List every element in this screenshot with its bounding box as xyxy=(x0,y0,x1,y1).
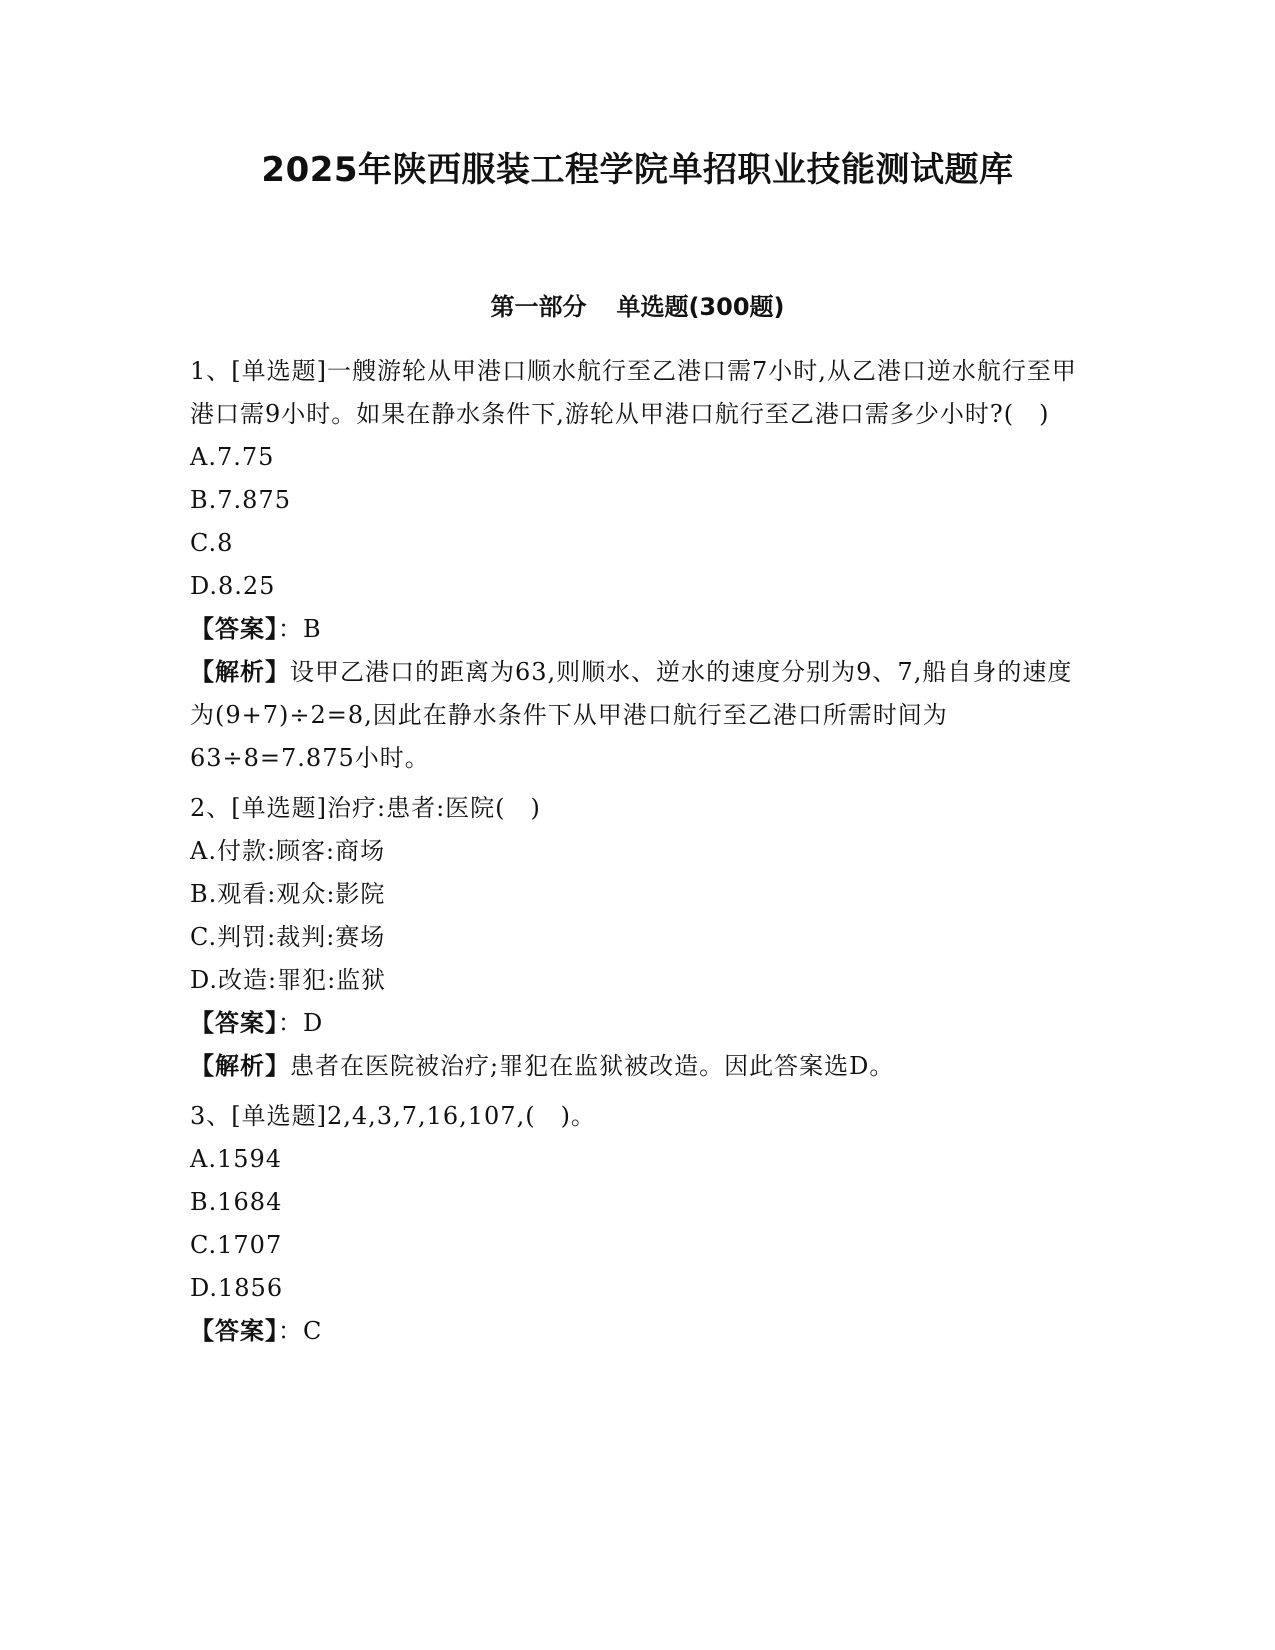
option-a: A.付款:顾客:商场 xyxy=(190,837,386,865)
answer-label: 【答案】 xyxy=(190,615,278,643)
option-c: C.1707 xyxy=(190,1231,283,1259)
option-c: C.8 xyxy=(190,529,234,557)
question-number: 2、 xyxy=(190,794,232,822)
option-b: B.1684 xyxy=(190,1188,283,1216)
option-a: A.7.75 xyxy=(190,443,275,471)
question-2 xyxy=(190,787,1080,1088)
answer-label: 【答案】 xyxy=(190,1009,278,1037)
question-text: [单选题]治疗:患者:医院( ) xyxy=(231,794,541,822)
option-b: B.观看:观众:影院 xyxy=(190,880,386,908)
question-stem xyxy=(190,1095,1080,1138)
analysis-text: 患者在医院被治疗;罪犯在监狱被改造。因此答案选D。 xyxy=(290,1052,895,1080)
option-a: A.1594 xyxy=(190,1145,283,1173)
document-title: 2025年陕西服装工程学院单招职业技能测试题库 xyxy=(261,150,1014,190)
answer-line xyxy=(190,608,1080,651)
analysis-line xyxy=(190,651,1080,780)
question-text: [单选题]一艘游轮从甲港口顺水航行至乙港口需7小时,从乙港口逆水航行至甲港口需9小时。如果在静水条件下,游轮从甲港口航行至乙港口需多少小时?( ) xyxy=(190,357,1077,428)
answer-separator: ： xyxy=(278,615,303,643)
option-c: C.判罚:裁判:赛场 xyxy=(190,923,386,951)
option-d: D.1856 xyxy=(190,1274,284,1302)
question-text: [单选题]2,4,3,7,16,107,( )。 xyxy=(231,1102,596,1130)
answer-separator: ： xyxy=(278,1317,303,1345)
question-list xyxy=(190,350,1080,1360)
question-number: 1、 xyxy=(190,357,232,385)
question-stem xyxy=(190,787,1080,830)
analysis-line xyxy=(190,1045,1080,1088)
section-part: 第一部分 xyxy=(490,293,587,321)
section-name: 单选题(300题) xyxy=(616,293,785,321)
option-d: D.改造:罪犯:监狱 xyxy=(190,966,387,994)
answer-line xyxy=(190,1310,1080,1353)
question-1 xyxy=(190,350,1080,780)
option-b: B.7.875 xyxy=(190,486,291,514)
answer-value: D xyxy=(303,1009,324,1037)
analysis-text: 设甲乙港口的距离为63,则顺水、逆水的速度分别为9、7,船自身的速度为(9+7)÷2=8,因此在静水条件下从甲港口航行至乙港口所需时间为63÷8=7.875小时。 xyxy=(190,658,1073,772)
option-d: D.8.25 xyxy=(190,572,276,600)
question-number: 3、 xyxy=(190,1102,232,1130)
answer-label: 【答案】 xyxy=(190,1317,278,1345)
analysis-label: 【解析】 xyxy=(190,658,290,686)
answer-separator: ： xyxy=(278,1009,303,1037)
answer-line xyxy=(190,1002,1080,1045)
answer-value: C xyxy=(303,1317,323,1345)
section-heading xyxy=(0,290,1275,324)
analysis-label: 【解析】 xyxy=(190,1052,290,1080)
question-3 xyxy=(190,1095,1080,1353)
question-stem xyxy=(190,350,1080,436)
answer-value: B xyxy=(303,615,322,643)
